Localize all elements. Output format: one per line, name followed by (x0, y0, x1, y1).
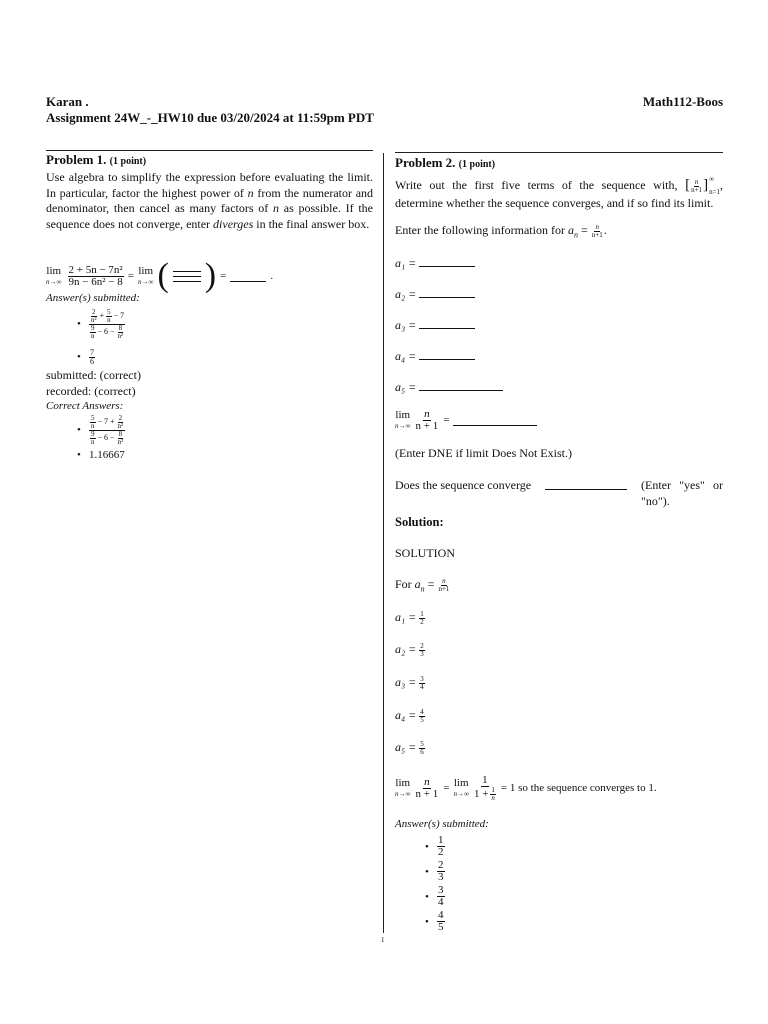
a5-input[interactable] (419, 389, 503, 391)
problem2-intro: Write out the first five terms of the sequence with, [ $\frac{n}{n+1}$ ] ∞ n=1 , determine whether the sequence converges, and if so find its limit. (395, 175, 724, 210)
term-a5-row: a₅ = (395, 380, 503, 396)
problem1-expression: lim n→∞ $\frac{\text{2 + 5n − 7n²}}{\text{9n − 6n² − 8}}$ = lim n→∞ ( ) = . (46, 257, 274, 294)
list-item: • $\frac{5}{n}$ − 7 + $\frac{2}{\text{n²}}$ $\frac{9}{n}$ − 6 − $\frac{8}{\text{n²}}$ (75, 412, 125, 448)
dne-note: (Enter DNE if limit Does Not Exist.) (395, 446, 572, 460)
problem2-answers-label: Answer(s) submitted: (395, 818, 489, 830)
problem1-rule (46, 150, 373, 151)
problem1-title: Problem 1. (1 point) (46, 152, 147, 167)
solution-label: Solution: (395, 515, 444, 529)
problem1-instructions: Use algebra to simplify the expression before evaluating the limit. In particular, factor the highest power of n from the numerator and denominator, then cancel as many factors of n as possible. If the sequence does not converge, enter diverges in the final answer box. (46, 170, 374, 231)
solution-term: a₄ = $\frac{4}{5}$ (395, 707, 424, 724)
converge-question: Does the sequence converge (Enter "yes" or "no"). (395, 478, 723, 508)
final-answer-box[interactable] (230, 280, 266, 282)
assignment-title: Assignment 24W_-_HW10 due 03/20/2024 at 11:59pm PDT (46, 110, 374, 125)
problem2-title: Problem 2. (1 point) (395, 155, 496, 170)
converge-input[interactable] (545, 488, 627, 490)
list-item: • $\frac{3}{4}$ (423, 884, 445, 909)
a2-input[interactable] (419, 296, 475, 298)
list-item: • $\frac{4}{5}$ (423, 909, 445, 934)
a4-input[interactable] (419, 358, 475, 360)
limit-input[interactable] (453, 424, 537, 426)
denominator-answer-box[interactable] (173, 280, 201, 282)
problem2-enter-info: Enter the following information for $a_n$ = $\frac{n}{n+1}$ . (395, 222, 607, 240)
course-name: Math112-Boos (642, 94, 723, 109)
solution-term: a₁ = $\frac{1}{2}$ (395, 609, 424, 626)
solution-term: a₅ = $\frac{5}{6}$ (395, 739, 424, 756)
term-a3-row: a₃ = (395, 318, 475, 334)
list-item: • $\frac{1}{2}$ (423, 834, 445, 859)
problem1-submitted-list (75, 305, 125, 371)
problem1-status-recorded: recorded: (correct) (46, 384, 136, 398)
a3-input[interactable] (419, 327, 475, 329)
list-item: • 1.16667 (75, 448, 125, 462)
term-a2-row: a₂ = (395, 287, 475, 303)
problem1-correct-list (75, 412, 125, 462)
numerator-answer-box[interactable] (173, 270, 201, 272)
list-item: • $\frac{2}{3}$ (423, 859, 445, 884)
solution-for-an: For $a_n$ = $\frac{n}{n+1}$ (395, 576, 450, 594)
limit-row: lim n→∞ $\frac{n}{n + 1}$ = (395, 404, 537, 436)
problem1-answers-label: Answer(s) submitted: (46, 292, 140, 304)
term-a1-row: a₁ = (395, 256, 475, 272)
solution-limit: lim n→∞ $\frac{n}{n + 1}$ = lim n→∞ 1 1 + $\frac{1}{n}$ = 1 so the sequence converges to 1. (395, 773, 657, 802)
page-number: 1 (381, 936, 385, 944)
problem2-rule (395, 152, 723, 153)
problem1-correct-label: Correct Answers: (46, 400, 124, 412)
a1-input[interactable] (419, 265, 475, 267)
term-a4-row: a₄ = (395, 349, 475, 365)
problem1-status-submitted: submitted: (correct) (46, 368, 141, 382)
solution-heading: SOLUTION (395, 546, 455, 560)
list-item: • $\frac{2}{\text{n²}}$ + $\frac{5}{n}$ − 7 $\frac{9}{n}$ − 6 − $\frac{8}{\text{n²}}$ (75, 305, 125, 343)
solution-term: a₂ = $\frac{2}{3}$ (395, 641, 424, 658)
student-name: Karan . (46, 94, 89, 109)
column-divider (383, 153, 384, 933)
problem2-submitted-list (423, 834, 445, 934)
solution-term: a₃ = $\frac{3}{4}$ (395, 674, 424, 691)
list-item: • $\frac{7}{6}$ (75, 343, 125, 371)
